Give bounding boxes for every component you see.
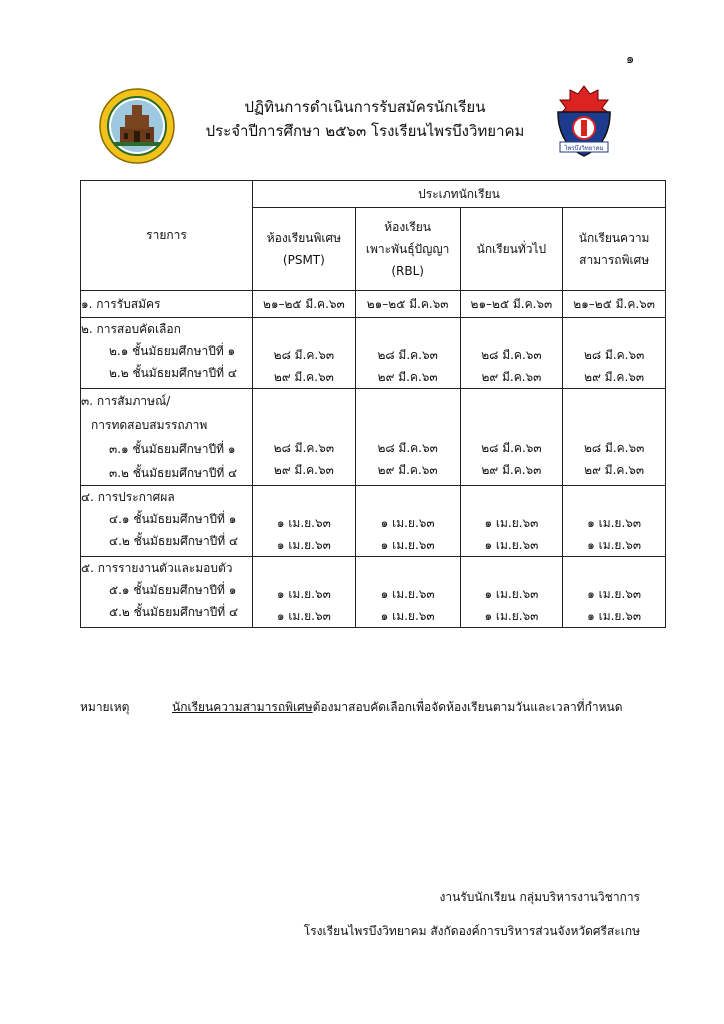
date-cell: ๒๘ มี.ค.๖๓ ๒๙ มี.ค.๖๓ bbox=[460, 389, 563, 486]
footer bbox=[280, 880, 640, 948]
table-row bbox=[81, 486, 666, 557]
row-sub-item: ๒.๒ ชั้นมัธยมศึกษาปีที่ ๔ bbox=[109, 366, 237, 380]
table-row bbox=[81, 318, 666, 389]
header-col-general: นักเรียนทั่วไป bbox=[460, 208, 563, 291]
table-row bbox=[81, 291, 666, 318]
header-item: รายการ bbox=[81, 181, 253, 291]
title-block bbox=[180, 95, 550, 143]
row-title-cell bbox=[81, 486, 253, 557]
date-cell: ๑ เม.ย.๖๓ ๑ เม.ย.๖๓ bbox=[253, 557, 356, 628]
footer-school: โรงเรียนไพรบึงวิทยาคม สังกัดองค์การบริหารส่วนจังหวัดศรีสะเกษ bbox=[303, 924, 640, 938]
header-student-type: ประเภทนักเรียน bbox=[253, 181, 666, 208]
page-number: ๑ bbox=[626, 52, 635, 67]
province-seal-logo bbox=[98, 87, 176, 165]
admission-schedule-table bbox=[80, 180, 666, 628]
school-logo bbox=[550, 82, 618, 160]
date-cell: ๑ เม.ย.๖๓ ๑ เม.ย.๖๓ bbox=[460, 557, 563, 628]
date-cell: ๒๘ มี.ค.๖๓ ๒๙ มี.ค.๖๓ bbox=[253, 318, 356, 389]
row-sub-item: ๓.๑ ชั้นมัธยมศึกษาปีที่ ๑ bbox=[109, 442, 236, 456]
document-subtitle: ประจำปีการศึกษา ๒๕๖๓ โรงเรียนไพรบึงวิทยาคม bbox=[205, 122, 525, 140]
date-cell: ๒๘ มี.ค.๖๓ ๒๙ มี.ค.๖๓ bbox=[253, 389, 356, 486]
remark bbox=[80, 698, 680, 717]
row-sub-item: ๕.๑ ชั้นมัธยมศึกษาปีที่ ๑ bbox=[109, 583, 237, 597]
document-title: ปฏิทินการดำเนินการรับสมัครนักเรียน bbox=[244, 98, 486, 116]
row-title-cell bbox=[81, 318, 253, 389]
date-cell: ๒๘ มี.ค.๖๓ ๒๙ มี.ค.๖๓ bbox=[355, 389, 460, 486]
remark-text: ต้องมาสอบคัดเลือกเพื่อจัดห้องเรียนตามวันและเวลาที่กำหนด bbox=[312, 700, 623, 714]
header-col-special-talent: นักเรียนความ สามารถพิเศษ bbox=[563, 208, 666, 291]
school-logo-text: ไพรบึงวิทยาคม bbox=[564, 145, 604, 152]
date-cell: ๑ เม.ย.๖๓ ๑ เม.ย.๖๓ bbox=[563, 557, 666, 628]
date-cell: ๒๘ มี.ค.๖๓ ๒๙ มี.ค.๖๓ bbox=[563, 318, 666, 389]
row-title-cell bbox=[81, 557, 253, 628]
date-cell: ๑ เม.ย.๖๓ ๑ เม.ย.๖๓ bbox=[253, 486, 356, 557]
date-cell: ๑ เม.ย.๖๓ ๑ เม.ย.๖๓ bbox=[460, 486, 563, 557]
row-title: ๓. การสัมภาษณ์/ bbox=[81, 394, 171, 408]
row-sub-item: ๔.๒ ชั้นมัธยมศึกษาปีที่ ๔ bbox=[109, 534, 239, 548]
row-title: ๔. การประกาศผล bbox=[81, 490, 175, 504]
remark-label: หมายเหตุ bbox=[80, 700, 130, 714]
remark-underlined: นักเรียนความสามารถพิเศษ bbox=[172, 700, 313, 714]
row-sub-item: ๕.๒ ชั้นมัธยมศึกษาปีที่ ๔ bbox=[109, 605, 239, 619]
date-cell: ๒๑–๒๕ มี.ค.๖๓ bbox=[355, 291, 460, 318]
row-title: ๒. การสอบคัดเลือก bbox=[81, 322, 181, 336]
header-col-rbl: ห้องเรียน เพาะพันธุ์ปัญญา (RBL) bbox=[355, 208, 460, 291]
date-cell: ๒๑–๒๕ มี.ค.๖๓ bbox=[460, 291, 563, 318]
date-cell: ๑ เม.ย.๖๓ ๑ เม.ย.๖๓ bbox=[355, 486, 460, 557]
row-sub-item: ๓.๒ ชั้นมัธยมศึกษาปีที่ ๔ bbox=[109, 466, 238, 480]
table-row bbox=[81, 389, 666, 486]
date-cell: ๒๑–๒๕ มี.ค.๖๓ bbox=[563, 291, 666, 318]
date-cell: ๒๘ มี.ค.๖๓ ๒๙ มี.ค.๖๓ bbox=[563, 389, 666, 486]
row-title-cont: การทดสอบสมรรถภาพ bbox=[91, 418, 208, 432]
row-title: ๕. การรายงานตัวและมอบตัว bbox=[81, 561, 233, 575]
row-sub-item: ๒.๑ ชั้นมัธยมศึกษาปีที่ ๑ bbox=[109, 344, 236, 358]
row-title: ๑. การรับสมัคร bbox=[81, 291, 253, 318]
header-col-psmt: ห้องเรียนพิเศษ (PSMT) bbox=[253, 208, 356, 291]
date-cell: ๑ เม.ย.๖๓ ๑ เม.ย.๖๓ bbox=[355, 557, 460, 628]
date-cell: ๒๑–๒๕ มี.ค.๖๓ bbox=[253, 291, 356, 318]
date-cell: ๑ เม.ย.๖๓ ๑ เม.ย.๖๓ bbox=[563, 486, 666, 557]
table-row bbox=[81, 557, 666, 628]
footer-department: งานรับนักเรียน กลุ่มบริหารงานวิชาการ bbox=[439, 890, 640, 904]
date-cell: ๒๘ มี.ค.๖๓ ๒๙ มี.ค.๖๓ bbox=[460, 318, 563, 389]
date-cell: ๒๘ มี.ค.๖๓ ๒๙ มี.ค.๖๓ bbox=[355, 318, 460, 389]
row-title-cell bbox=[81, 389, 253, 486]
row-sub-item: ๔.๑ ชั้นมัธยมศึกษาปีที่ ๑ bbox=[109, 512, 237, 526]
